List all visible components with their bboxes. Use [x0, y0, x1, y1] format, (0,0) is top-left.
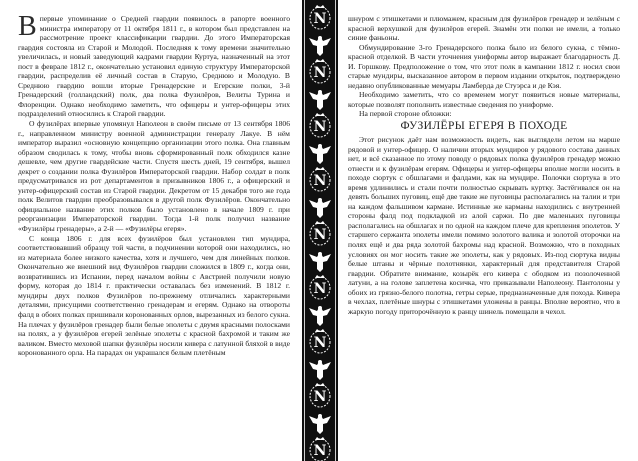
paragraph: шнуром с этишкетами и плюмажем, красным для фузилёров гренадер и зелёным с красной верхушкой для фузилёров егерей. Знамён эти полки не имели, а только синие фаньоны.: [348, 14, 620, 43]
svg-text:N: N: [313, 227, 327, 243]
paragraph: На первой стороне обложки:: [359, 109, 452, 119]
paragraph: Этот рисунок даёт нам возможность видеть, как выглядели летом на марше рядовой и унтер-офицер. О наличии вторых мундиров у рядового состава данных нет, и всё сказанное по этому поводу о рядовых полка фузилёров гренадер можно отнести и к фузилёрам егерям. Офицеры и унтер-офицеры вполне могли носить в походе сюртук с обшлагами и фалдами, как на мундире. Полочки сюртука в это время удлинились и стали почти полностью скрывать куртку. Застёгивался он на девять больших пуговиц, ещё две такие же пуговицы располагались на талии и три на каждом фальшивом кармане. Истинные же карманы находились с внутренней стороны фалд под подкладкой из алой саржи. По две маленьких пуговицы располагались на обшлагах и по одной на каждом плече для крепления эполетов. У старшего сержанта эполеты имели помимо золотого валика и золотой оторочки на полях ещё и два ряда золотой бахромы над красной. Возможно, что в походных условиях он мог носить такие же эполеты, как у рядовых. Из-под сюртука видны белые штаны и чёрные полотнянки, характерный для представителя Старой гвардии. Обратите внимание, козырёк его кивера с ободком из позолоченной латуни, а на голове заплетена косичка, что приказывали Наполеону. Пантолоны у обоих из грязно-белого полотна, гетры серые, предназначенные для похода. Кивера в чехлах, плетёные шнуры с этишкетами уложены в ранцы. Вполне вероятно, что в жаркую погоду приторочённую к ранцу шинель помещали в чехол.: [348, 135, 620, 316]
svg-text:N: N: [313, 65, 327, 81]
paragraph: первые упоминание о Средней гвардии появилось в рапорте военного министра императору от 11 октября 1811 г., в котором был представлен на рассмотрение проект классификации гвардии. До этого Императорская гвардия состояла из Старой и Молодой. Последняя к тому времени значительно увеличилась, и новый заведующий кадрами гвардии Куртуа, назначенный на этот пост в феврале 1812 г., окончательно установил единую структуру Императорской гвардии, распределив её личный состав в Старую, Среднюю и Молодую. В Среднюю гвардию вошли вторые Гренадерские и Егерские полки, 3-й Гренадерский (голландский) полк, два полка Фузилёров, Велиты Турина и Флоренции. Однако необходимо заметить, что офицеры и унтер-офицеры этих подразделений относились к Старой гвардии.: [18, 14, 290, 119]
spine-ornament-icon: [302, 0, 338, 461]
section-heading: ФУЗИЛЁРЫ ЕГЕРЯ В ПОХОДЕ: [400, 120, 568, 133]
paragraph: Обмундирование 3-го Гренадерского полка было из белого сукна, с тёмно-красной отделкой. В части уточнения униформы автор выражает благодарность Д. И. Горшкову. Предположение о том, что этот полк в кампании 1812 г. носил свои старые мундиры, высказанное автором в первом издании открыток, подтверждено недавно опубликованные мемуары Ламберда де Стуэрса и де Кэя.: [348, 42, 620, 90]
svg-text:N: N: [313, 119, 327, 135]
drop-cap: В: [18, 14, 37, 42]
paragraph: Необходимо заметить, что со временем могут появиться новые материалы, которые позволят пополнить известные сведения по униформе.: [348, 90, 620, 109]
svg-text:N: N: [313, 335, 327, 351]
decorative-spine-strip: [302, 0, 338, 461]
svg-text:N: N: [313, 11, 327, 27]
paragraph: С конца 1806 г. для всех фузилёров был установлен тип мундира, соответствовавший образцу той части, в подчинении которой они находились, но из материала более низкого качества, хотя и лучшего, чем для линейных полков. Окончательно же внешний вид Фузилёров гвардии сложился в 1809 г., когда они, возвратившись из Испании, перед началом войны с Австрией получили новую форму, которая до 1814 г. практически оставалась без изменений. В 1812 г. мундиры двух полков Фузилёров по-прежнему отличались характерными деталями, присущими соответственно гренадерам и егерям. Однако на отвороты фалд в обоих полках пришивали коронованных орлов, вырезанных из белого сукна. На плечах у фузилёров гренадер были белые эполеты с двумя красными полосками на полях, а у фузилёров егерей зелёные эполеты с красной бахромой и таким же валиком. Вместо меховой шапки фузилёры носили кивера с латунной бляхой в виде коронованного орла. На парадах он украшался белым плетёным: [18, 233, 290, 358]
svg-text:N: N: [313, 173, 327, 189]
svg-text:N: N: [313, 443, 327, 459]
paragraph: О фузилёрах впервые упомянул Наполеон в своём письме от 13 сентября 1806 г., направленном министру военной администрации генералу Лакуе. В нём император выразил «основную концепцию организации этого полка. Она главным образом сводилась к тому, чтобы вновь сформированный полк обходился казне дешевле, чем другие гвардейские части. Спустя шесть дней, 19 сентября, вышел декрет о создании полка Фузилёров Императорской гвардии. Набор солдат в полк предусматривался из рот департаментов в призывников 1806 г., а офицерский и унтер-офицерский состав из Старой гвардии. Декретом от 15 декабря того же года полк Велитов гвардии преобразовывался в другой полк Фузилёров. Окончательно официальное название этих полков было установлено в начале 1809 г. при реорганизации Императорской гвардии. Тогда 1-й полк получил название «Фузилёры гренадеры», а 2-й — «Фузилёры егеря».: [18, 119, 290, 234]
left-page: [18, 14, 290, 455]
svg-text:N: N: [313, 389, 327, 405]
svg-text:N: N: [313, 281, 327, 297]
right-page: [348, 14, 620, 455]
